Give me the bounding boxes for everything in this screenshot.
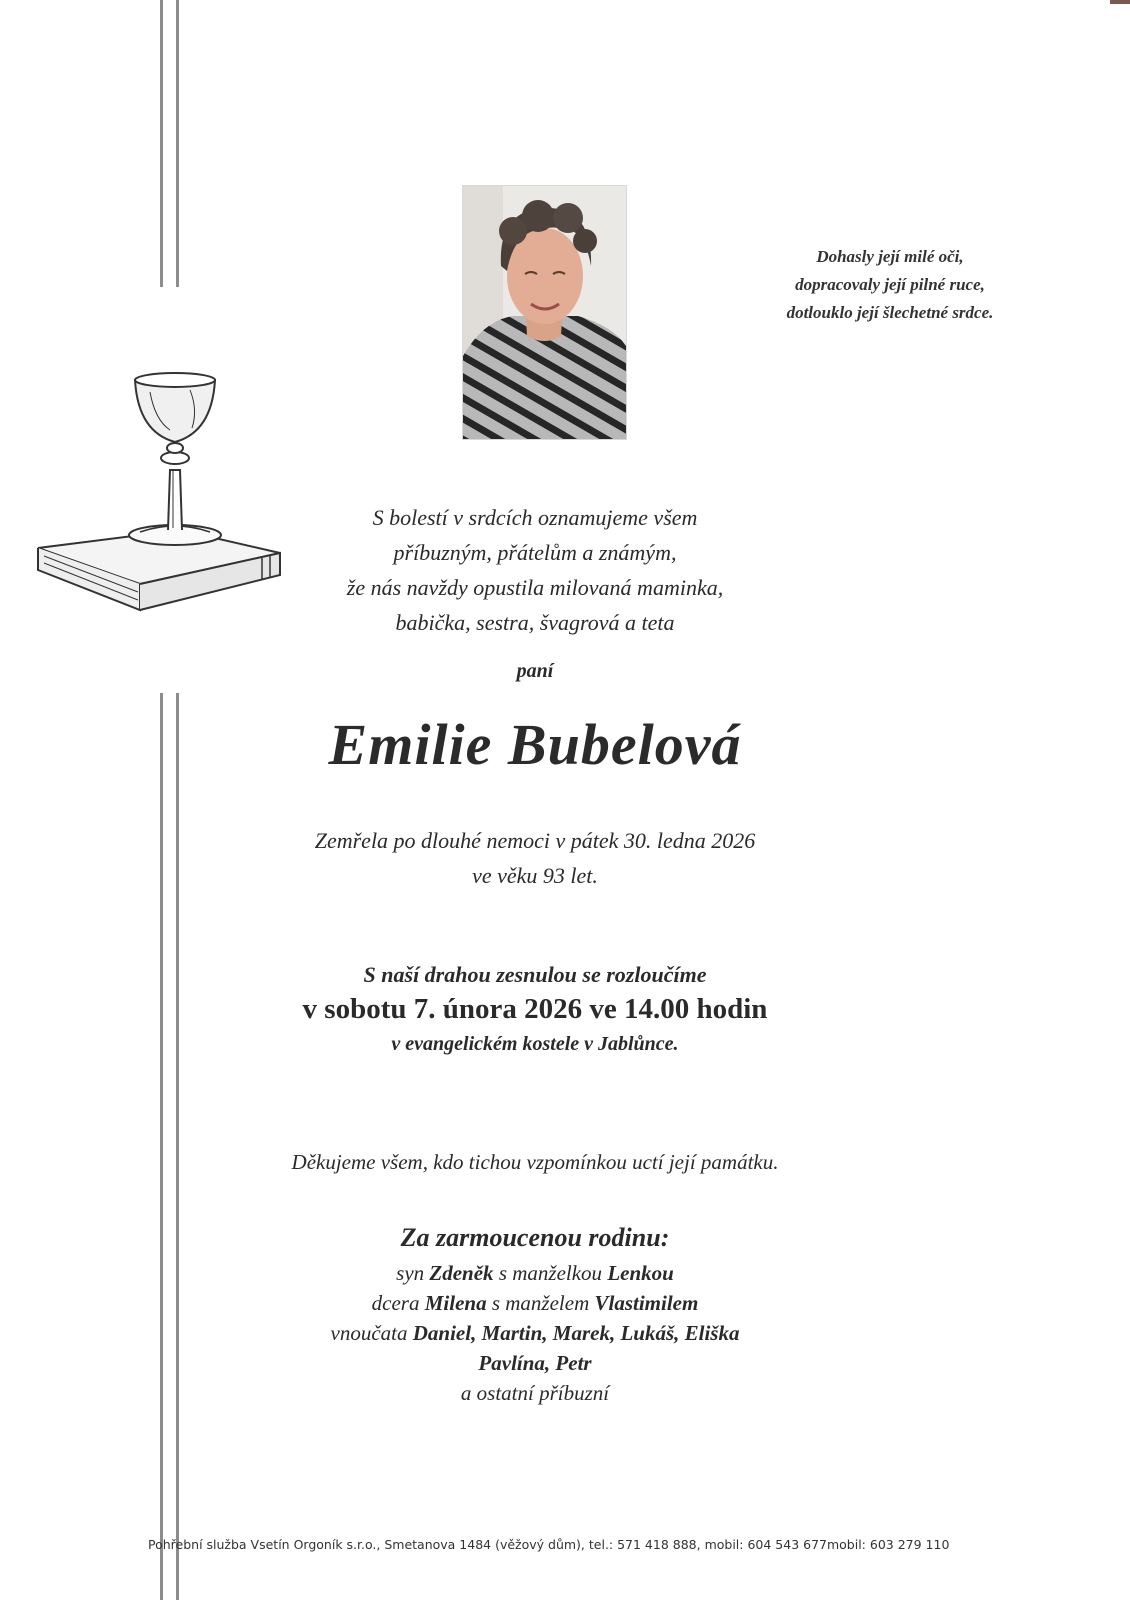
portrait-photo [462,185,627,440]
divider-line-top-left-2 [176,0,179,287]
intro-line-3: že nás navždy opustila milovaná maminka, [346,575,724,600]
divider-line-bottom-left-2 [176,693,179,1600]
honorific: paní [516,660,554,682]
quote-line-1: Dohasly její milé oči, [816,247,964,266]
funeral-service-footer: Pohřební služba Vsetín Orgoník s.r.o., Smetanova 1484 (věžový dům), tel.: 571 418 888, mobil: 604 543 677mobil: 603 279 110 [148,1537,950,1552]
family-others: a ostatní příbuzní [460,1381,610,1405]
intro-line-1: S bolestí v srdcích oznamujeme všem [372,505,698,530]
quote-line-2: dopracovaly její pilné ruce, [795,275,985,294]
funeral-date: v sobotu 7. února 2026 ve 14.00 hodin [302,993,768,1025]
corner-mark [1110,0,1130,4]
family-daughter: dcera Milena s manželem Vlastimilem [371,1291,699,1315]
family-title: Za zarmoucenou rodinu: [400,1223,670,1252]
death-details [200,823,870,893]
announcement-intro [200,500,870,640]
thanks-text: Děkujeme všem, kdo tichou vzpomínkou uctí její památku. [291,1150,779,1174]
family-grandchildren: vnoučata Daniel, Martin, Marek, Lukáš, Eliška [330,1321,740,1345]
funeral-place: v evangelickém kostele v Jablůnce. [391,1033,679,1055]
deceased-name: Emilie Bubelová [328,712,742,777]
death-line-1: Zemřela po dlouhé nemoci v pátek 30. ledna 2026 [314,828,756,853]
quote-line-3: dotlouklo její šlechetné srdce. [786,303,994,322]
intro-line-2: příbuzným, přátelům a známým, [393,540,677,565]
divider-line-top-left-1 [160,0,163,287]
funeral-line-1: S naší drahou zesnulou se rozloučíme [363,962,707,987]
poem-quote [700,243,1080,327]
death-line-2: ve věku 93 let. [472,863,598,888]
family-son: syn Zdeněk s manželkou Lenkou [396,1261,674,1285]
intro-line-4: babička, sestra, švagrová a teta [395,610,675,635]
divider-line-bottom-left-1 [160,693,163,1600]
family-grandchildren-2: Pavlína, Petr [478,1351,592,1375]
family-list [200,1258,870,1408]
